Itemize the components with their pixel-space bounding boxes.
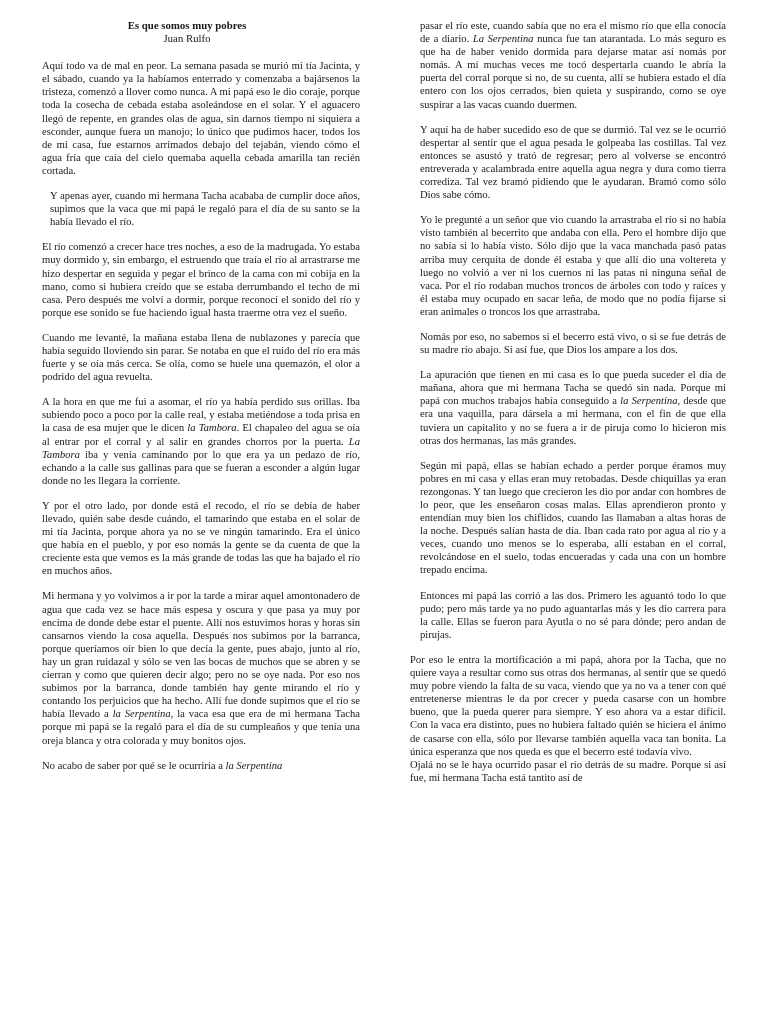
italic-name: la Tambora: [187, 423, 237, 435]
left-column: [42, 20, 360, 773]
text-run: pasar el río este, cuando sabía que no era el mismo río que ella conocía de a diario.: [420, 21, 726, 46]
paragraph: [42, 590, 360, 747]
paragraph: Entonces mi papá las corrió a las dos. Primero les aguantó todo lo que pudo; pero más tarde ya no pudo aguantarlas más y les dio carrera para la calle. Ellas se fueron para Ayutla o no sé para dónde; pero andan de pirujas.: [420, 590, 726, 641]
italic-name: La Tambora: [42, 436, 360, 461]
paragraph: Ojalá no se le haya ocurrido pasar el río detrás de su madre. Porque si así fue, mi hermana Tacha está tantito así de: [410, 759, 726, 784]
text-run: , desde que era una vaquilla, para dársela a mi hermana, con el fin de que ella tuviera un capitalito y no se fuera a ir de piruja como lo hicieron mis otras dos hermanas, las más grandes.: [420, 396, 726, 447]
right-column: [410, 20, 726, 785]
paragraph: Nomás por eso, no sabemos si el becerro está vivo, o si se fue detrás de su madre río abajo. Si así fue, que Dios los ampare a los dos.: [420, 331, 726, 357]
text-run: . El chapaleo del agua se oía al entrar por el corral y al salir en grandes chorros por la puerta.: [42, 423, 360, 448]
text-run: , la vaca esa que era de mi hermana Tacha porque mi papá se la regaló para el día de su cumpleaños y que tenía una oreja blanca y otra colorada y muy bonitos ojos.: [42, 709, 360, 747]
paragraph: Según mi papá, ellas se habían echado a perder porque éramos muy pobres en mi casa y ellas eran muy retobadas. Desde chiquillas ya eran rezongonas. Y tan luego que crecieron les dio por andar con hombres de lo peor, que les enseñaron cosas malas. Ellas aprendieron pronto y entendían muy bien los chiflidos, cuando las llamaban a altas horas de la noche. Después salían hasta de día. Iban cada rato por agua al río y a veces, cuando uno menos se lo esperaba, allí estaban en el corral, revolcándose en el suelo, todas encueradas y cada una con un hombre trepado encima.: [420, 460, 726, 577]
paragraph: [42, 760, 360, 773]
paragraph: [410, 369, 726, 448]
paragraph: Yo le pregunté a un señor que vio cuando la arrastraba el río si no había visto también al becerrito que andaba con ella. Pero el hombre dijo que no sabía si lo había visto. Sólo dijo que la vaca manchada pasó patas arriba muy cerquita de donde él estaba y que allí dio una voltereta y luego no volvió a ver ni los cuernos ni las patas ni ninguna señal de vaca. Por el río rodaban muchos troncos de árboles con todo y raíces y él estaba muy ocupado en sacar leña, de modo que no podía fijarse si eran animales o troncos los que arrastraba.: [420, 215, 726, 318]
paragraph: Por eso le entra la mortificación a mi papá, ahora por la Tacha, que no quiere vaya a resultar como sus otras dos hermanas, al sentir que se quedó muy pobre viendo la falta de su vaca, viendo que ya no va a tener con qué entretenerse mientras le da por crecer y pueda casarse con un hombre bueno, que la pueda querer para siempre. Y eso ahora va a estar difícil. Con la vaca era distinto, pues no hubiera faltado quién se hiciera el ánimo de casarse con ella, sólo por llevarse también aquella vaca tan bonita. La única esperanza que nos queda es que el becerro esté todavía vivo.: [410, 654, 726, 758]
text-run: nunca fue tan atarantada. Lo más seguro es que ha de haber venido dormida para dejarse matar así nomás por nomás. A mí muchas veces me tocó despertarla cuando le abría la puerta del corral porque si no, de su cuenta, allí se hubiera estado el día entero con los ojos cerrados, bien quieta y suspirando, como se oye suspirar a las vacas cuando duermen.: [420, 34, 726, 111]
paragraph: El río comenzó a crecer hace tres noches, a eso de la madrugada. Yo estaba muy dormido y, sin embargo, el estruendo que traía el río al arrastrarse me hizo despertar en seguida y pegar el brinco de la cama con mi cobija en la mano, como si hubiera creído que se estaba derrumbando el techo de mi casa. Pero después me volví a dormir, porque reconocí el sonido del río y porque ese sonido se fue haciendo igual hasta traerme otra vez el sueño.: [42, 242, 360, 319]
italic-name: la Serpentina: [225, 760, 283, 772]
paragraph: Cuando me levanté, la mañana estaba llena de nublazones y parecía que había seguido lloviendo sin parar. Se notaba en que el ruido del río era más fuerte y se oía más cerca. Se olía, como se huele una quemazón, el olor a podrido del agua revuelta.: [42, 332, 361, 384]
text-run: La apuración que tienen en mi casa es lo que pueda suceder el día de mañana, ahora que mi hermana Tacha se quedó sin nada. Porque mi papá con muchos trabajos había conseguido a: [420, 370, 726, 408]
paragraph: Y apenas ayer, cuando mi hermana Tacha acababa de cumplir doce años, supimos que la vaca que mi papá le regaló para el día de su santo se la había llevado el río.: [50, 191, 360, 229]
story-header: [42, 20, 360, 46]
italic-name: la Serpentina: [620, 396, 678, 408]
paragraph: [42, 396, 360, 488]
paragraph: Aquí todo va de mal en peor. La semana pasada se murió mi tía Jacinta, y el sábado, cuando ya la habíamos enterrado y comenzaba a bajársenos la tristeza, comenzó a llover como nunca. A mi papá eso le dio coraje, porque toda la cosecha de cebada estaba asoleándose en el solar. Y el aguacero llegó de repente, en grandes olas de agua, sin darnos tiempo ni siquiera a esconder, aunque fuera un manojo; lo único que pudimos hacer, todos los de mi casa, fue estarnos arrimados debajo del tejabán, viendo cómo el agua fría que caía del cielo quemaba aquella cebada amarilla tan recién cortada.: [42, 61, 360, 177]
paragraph: Y aquí ha de haber sucedido eso de que se durmió. Tal vez se le ocurrió despertar al sentir que el agua pesada le golpeaba las costillas. Tal vez entonces se asustó y trató de regresar; pero al volverse se encontró entreverada y acalambrada entre aquella agua negra y dura como tierra corrediza. Tal vez bramó pidiendo que le ayudaran. Bramó como sólo Dios sabe cómo.: [420, 124, 726, 202]
paragraph: [410, 20, 726, 112]
text-run: No acabo de saber por qué se le ocurriría a: [42, 760, 226, 772]
text-run: A la hora en que me fui a asomar, el río ya había perdido sus orillas. Iba subiendo poco a poco por la calle real, y estaba metiéndose a toda prisa en la casa de esa mujer que le dicen: [42, 397, 360, 435]
paragraph: Y por el otro lado, por donde está el recodo, el río se debía de haber llevado, quién sabe desde cuándo, el tamarindo que estaba en el solar de mi tía Jacinta, porque ahora ya no se ve ningún tamarindo. Era el único que había en el pueblo, y por eso nomás la gente se da cuenta de que la creciente esta que vemos es la más grande de todas las que ha bajado el río en muchos años.: [42, 500, 360, 578]
story-author: Juan Rulfo: [163, 33, 211, 46]
italic-name: La Serpentina: [472, 34, 534, 46]
story-title: Es que somos muy pobres: [127, 20, 247, 32]
text-run: iba y venía caminando por lo que era ya un pedazo de río, echando a la calle sus gallinas para que se fueran a esconder a algún lugar donde no les llegara la corriente.: [42, 449, 360, 487]
italic-name: la Serpentina: [112, 709, 171, 721]
text-run: Mi hermana y yo volvimos a ir por la tarde a mirar aquel amontonadero de agua que cada vez se hace más espesa y oscura y que pasa ya muy por encima de donde debe estar el puente. Allí nos estuvimos horas y horas sin cansarnos viendo la cosa aquella. Después nos subimos por la barranca, porque queríamos oír bien lo que decía la gente, pues abajo, junto al río, hay un gran ruidazal y sólo se ven las bocas de muchos que se abren y se cierran y como que quieren decir algo; pero no se oye nada. Por eso nos subimos por la barranca, donde también hay gente mirando el río y contando los perjuicios que ha hecho. Allí fue donde supimos que el río se había llevado a: [42, 591, 360, 721]
